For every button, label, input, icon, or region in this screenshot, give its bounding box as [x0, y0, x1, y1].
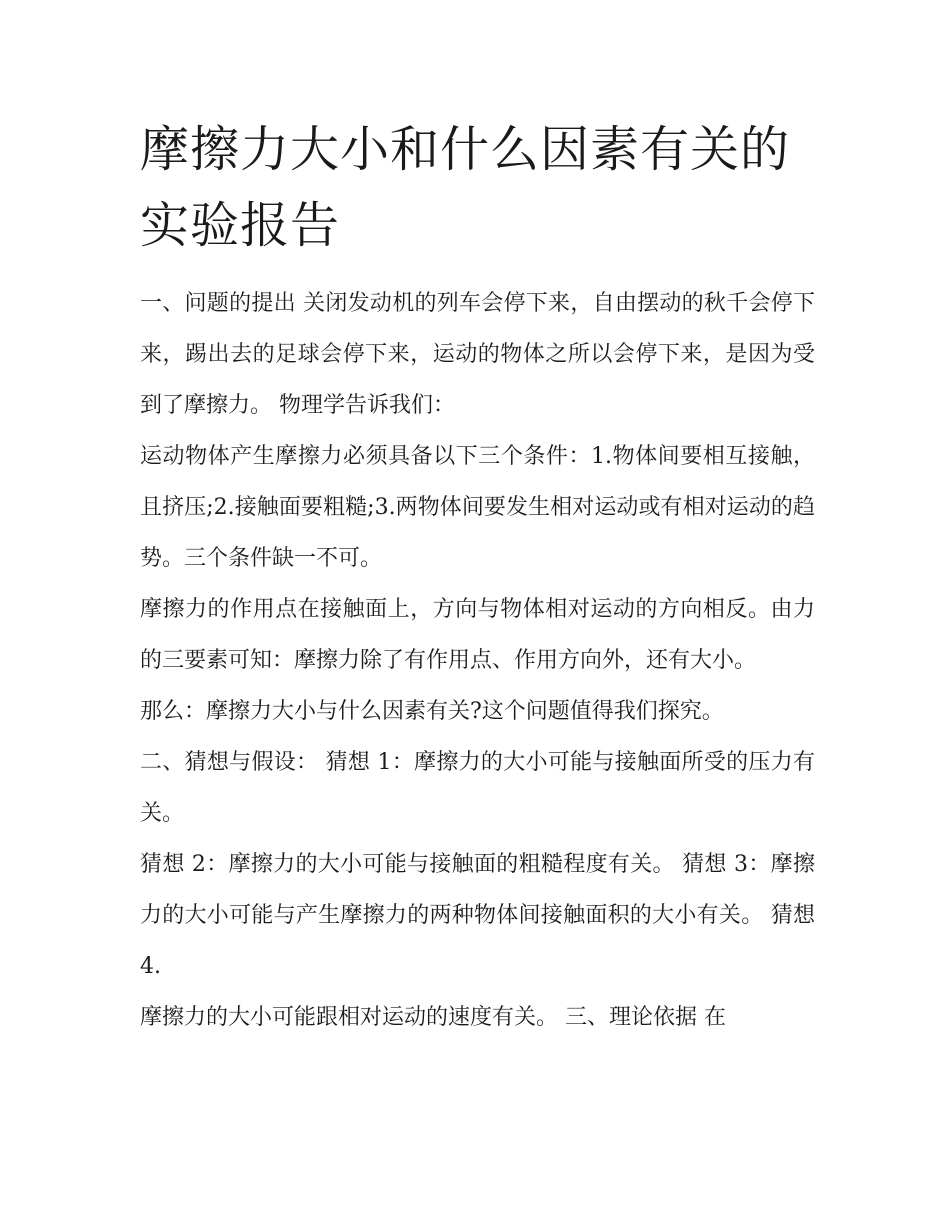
paragraph-problem-statement: 一、问题的提出 关闭发动机的列车会停下来，自由摆动的秋千会停下来，踢出去的足球会停下来，运动的物体之所以会停下来，是因为受到了摩擦力。 物理学告诉我们： [140, 291, 815, 418]
paragraph-hypothesis-2-3: 猜想 2：摩擦力的大小可能与接触面的粗糙程度有关。 猜想 3：摩擦力的大小可能与产生摩擦力的两种物体间接触面积的大小有关。 猜想 4. [140, 852, 815, 979]
paragraph-friction-conditions: 运动物体产生摩擦力必须具备以下三个条件：1.物体间要相互接触，且挤压;2.接触面要粗糙;3.两物体间要发生相对运动或有相对运动的趋势。三个条件缺一不可。 [140, 444, 815, 571]
document-title: 摩擦力大小和什么因素有关的实验报告 [140, 121, 791, 254]
paragraph-research-question: 那么：摩擦力大小与什么因素有关?这个问题值得我们探究。 [140, 699, 724, 724]
paragraph-friction-direction: 摩擦力的作用点在接触面上，方向与物体相对运动的方向相反。由力的三要素可知：摩擦力除了有作用点、作用方向外，还有大小。 [140, 597, 815, 673]
paragraph-hypothesis-1: 二、猜想与假设： 猜想 1：摩擦力的大小可能与接触面所受的压力有关。 [140, 750, 815, 826]
paragraph-hypothesis-4: 摩擦力的大小可能跟相对运动的速度有关。 三、理论依据 在 [140, 1005, 726, 1030]
document-page [140, 112, 815, 1043]
